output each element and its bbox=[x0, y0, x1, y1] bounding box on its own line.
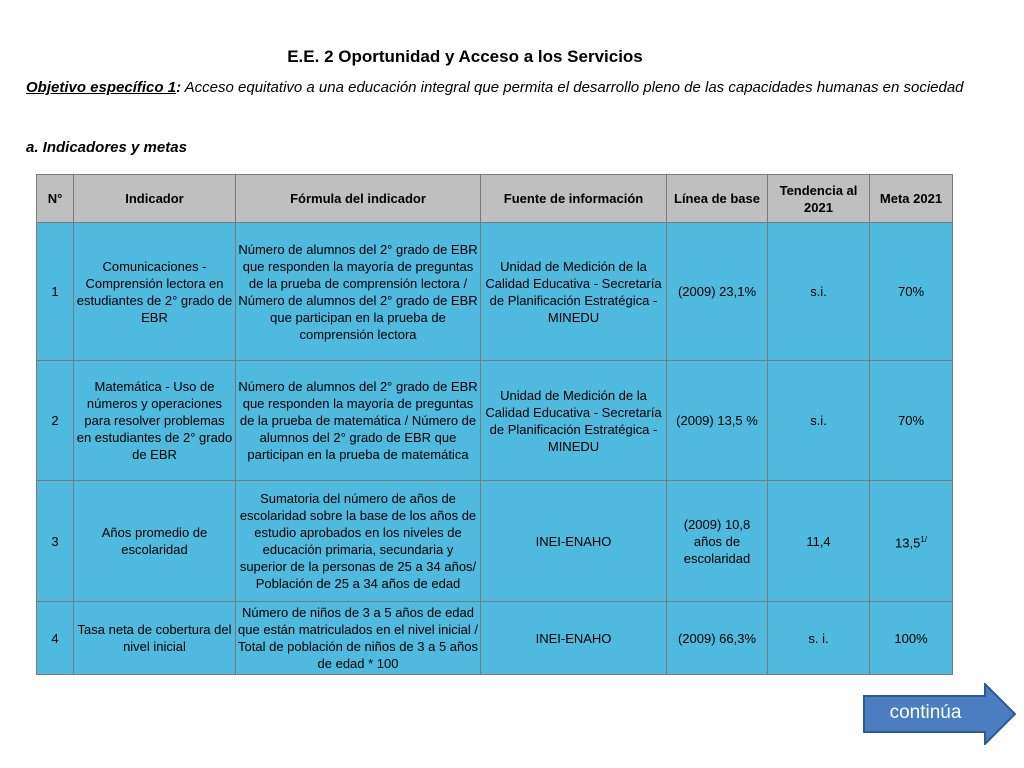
cell-baseline: (2009) 13,5 % bbox=[667, 361, 768, 481]
header-indicator: Indicador bbox=[74, 175, 236, 223]
header-source: Fuente de información bbox=[481, 175, 667, 223]
cell-baseline: (2009) 10,8 años de escolaridad bbox=[667, 481, 768, 602]
cell-formula: Sumatoria del número de años de escolaridad sobre la base de los años de estudio aprobados en los niveles de educación primaria, secundaria y superior de la personas de 25 a 34 años/ Población de 25 a 34 años de edad bbox=[236, 481, 481, 602]
cell-number: 2 bbox=[37, 361, 74, 481]
cell-baseline: (2009) 66,3% bbox=[667, 602, 768, 675]
cell-indicator: Años promedio de escolaridad bbox=[74, 481, 236, 602]
cell-indicator: Comunicaciones - Comprensión lectora en estudiantes de 2° grado de EBR bbox=[74, 223, 236, 361]
cell-source: INEI-ENAHO bbox=[481, 481, 667, 602]
cell-formula: Número de niños de 3 a 5 años de edad que están matriculados en el nivel inicial / Total de población de niños de 3 a 5 años de edad * 100 bbox=[236, 602, 481, 675]
table-row bbox=[37, 602, 953, 675]
cell-target: 70% bbox=[870, 361, 953, 481]
continue-button-label: continúa bbox=[889, 702, 962, 723]
objective-label: Objetivo específico 1 bbox=[26, 79, 177, 96]
cell-indicator: Matemática - Uso de números y operaciones para resolver problemas en estudiantes de 2° grado de EBR bbox=[74, 361, 236, 481]
page-title-text: E.E. 2 Oportunidad y Acceso a los Servicios bbox=[287, 47, 643, 66]
table-header-row bbox=[37, 175, 953, 223]
header-trend: Tendencia al 2021 bbox=[768, 175, 870, 223]
footnote-marker: 1/ bbox=[920, 534, 927, 544]
cell-target: 70% bbox=[870, 223, 953, 361]
cell-baseline: (2009) 23,1% bbox=[667, 223, 768, 361]
cell-number: 1 bbox=[37, 223, 74, 361]
header-formula: Fórmula del indicador bbox=[236, 175, 481, 223]
header-baseline: Línea de base bbox=[667, 175, 768, 223]
cell-number: 3 bbox=[37, 481, 74, 602]
objective-text: Acceso equitativo a una educación integral que permita el desarrollo pleno de las capacidades humanas en sociedad bbox=[181, 79, 964, 96]
continue-button[interactable] bbox=[863, 683, 1016, 745]
cell-source: Unidad de Medición de la Calidad Educativa - Secretaría de Planificación Estratégica -MINEDU bbox=[481, 223, 667, 361]
cell-formula: Número de alumnos del 2° grado de EBR que responden la mayoría de preguntas de la prueba de matemática / Número de alumnos del 2° grado de EBR que participan en la prueba de matemática bbox=[236, 361, 481, 481]
cell-target bbox=[870, 481, 953, 602]
header-target: Meta 2021 bbox=[870, 175, 953, 223]
page-title bbox=[0, 47, 1024, 67]
table-row bbox=[37, 481, 953, 602]
table-row bbox=[37, 361, 953, 481]
objective-paragraph bbox=[26, 78, 1006, 98]
section-subheading: a. Indicadores y metas bbox=[26, 139, 187, 156]
target-value: 13,5 bbox=[895, 535, 921, 551]
cell-number: 4 bbox=[37, 602, 74, 675]
cell-source: Unidad de Medición de la Calidad Educativa - Secretaría de Planificación Estratégica -MINEDU bbox=[481, 361, 667, 481]
table-row bbox=[37, 223, 953, 361]
cell-trend: s. i. bbox=[768, 602, 870, 675]
indicators-table bbox=[36, 174, 953, 675]
header-number: N° bbox=[37, 175, 74, 223]
cell-trend: s.i. bbox=[768, 361, 870, 481]
cell-trend: s.i. bbox=[768, 223, 870, 361]
cell-indicator: Tasa neta de cobertura del nivel inicial bbox=[74, 602, 236, 675]
cell-source: INEI-ENAHO bbox=[481, 602, 667, 675]
cell-trend: 11,4 bbox=[768, 481, 870, 602]
cell-formula: Número de alumnos del 2° grado de EBR que responden la mayoría de preguntas de la prueba de comprensión lectora / Número de alumnos del 2° grado de EBR que participan en la prueba de comprensión lectora bbox=[236, 223, 481, 361]
objective-colon: : bbox=[176, 79, 182, 96]
cell-target: 100% bbox=[870, 602, 953, 675]
